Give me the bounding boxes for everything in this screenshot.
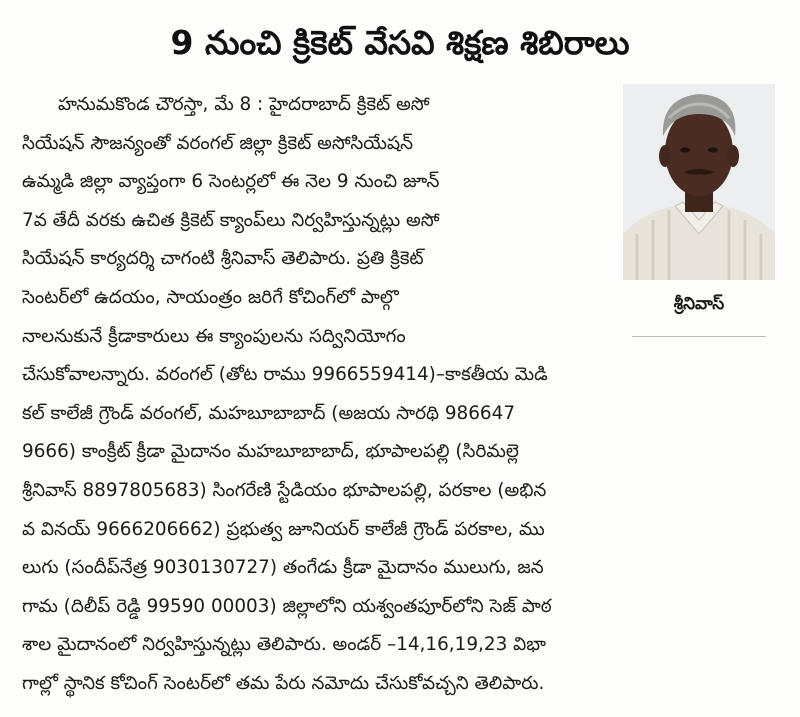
left-eye xyxy=(680,148,690,153)
portrait-photo xyxy=(623,84,775,280)
article-line: చేసుకోవాలన్నారు. వరంగల్ (తోట రాము 9966559414)–కాకతీయ మెడి xyxy=(22,364,548,386)
caption-divider xyxy=(632,336,766,337)
article-line: హనుమకొండ చౌరస్తా, మే 8 : హైదరాబాద్ క్రికెట్ అసో xyxy=(58,94,430,115)
right-eye xyxy=(708,148,718,153)
article-line: సెంటర్‌లో ఉదయం, సాయంత్రం జరిగే కోచింగ్‌లో పాల్గొ xyxy=(22,286,399,308)
article-line: సియేషన్ కార్యదర్శి చాగంటి శ్రీనివాస్ తెలిపారు. ప్రతి క్రికెట్ xyxy=(22,248,424,270)
article-line: లుగు (సందీప్‌నేత్ర 9030130727) తంగేడు క్రీడా మైదానం ములుగు, జన xyxy=(22,557,544,579)
headline: 9 నుంచి క్రికెట్ వేసవి శిక్షణ శిబిరాలు xyxy=(170,23,630,62)
article-line: సియేషన్ సౌజన్యంతో వరంగల్ జిల్లా క్రికెట్ అసోసియేషన్ xyxy=(22,132,413,154)
right-ear xyxy=(727,145,739,167)
article-line: శాల మైదానంలో నిర్వహిస్తున్నట్లు తెలిపారు. అండర్ –14,16,19,23 విభా xyxy=(22,634,546,656)
article-line: వ వినయ్ 9666206662) ప్రభుత్వ జూనియర్ కాలేజీ గ్రౌండ్ పరకాల, ము xyxy=(22,518,545,540)
article-line: నాలనుకునే క్రీడాకారులు ఈ క్యాంపులను సద్వినియోగం xyxy=(22,325,406,347)
article-line: గామ (దిలీప్ రెడ్డి 99590 00003) జిల్లాలోని యశ్వంతపూర్‌లోని సెజ్ పాఠ xyxy=(22,595,552,617)
person-portrait-icon xyxy=(623,84,775,280)
article-line: కల్ కాలేజీ గ్రౌండ్ వరంగల్, మహబూబాబాద్ (అజయ సారథి 986647 xyxy=(22,402,516,424)
article-line: 7వ తేదీ వరకు ఉచిత క్రికెట్ క్యాంప్‌లు నిర్వహిస్తున్నట్లు అసో xyxy=(22,209,440,231)
face xyxy=(665,108,733,196)
article-line: గాల్లో స్థానిక కోచింగ్ సెంటర్‌లో తమ పేరు నమోదు చేసుకోవచ్చని తెలిపారు. xyxy=(22,672,545,694)
article-line: శ్రీనివాస్ 8897805683) సింగరేణి స్టేడియం భూపాలపల్లి, పరకాల (అభిన xyxy=(22,479,547,501)
article-line: 9666) కాంక్రీట్ క్రీడా మైదానం మహబూబాబాద్, భూపాలపల్లి (సిరిమల్లె xyxy=(22,441,519,463)
photo-caption: శ్రీనివాస్ xyxy=(673,294,725,314)
article-line: ఉమ్మడి జిల్లా వ్యాప్తంగా 6 సెంటర్లలో ఈ నెల 9 నుంచి జూన్ xyxy=(22,171,440,193)
left-ear xyxy=(659,145,671,167)
